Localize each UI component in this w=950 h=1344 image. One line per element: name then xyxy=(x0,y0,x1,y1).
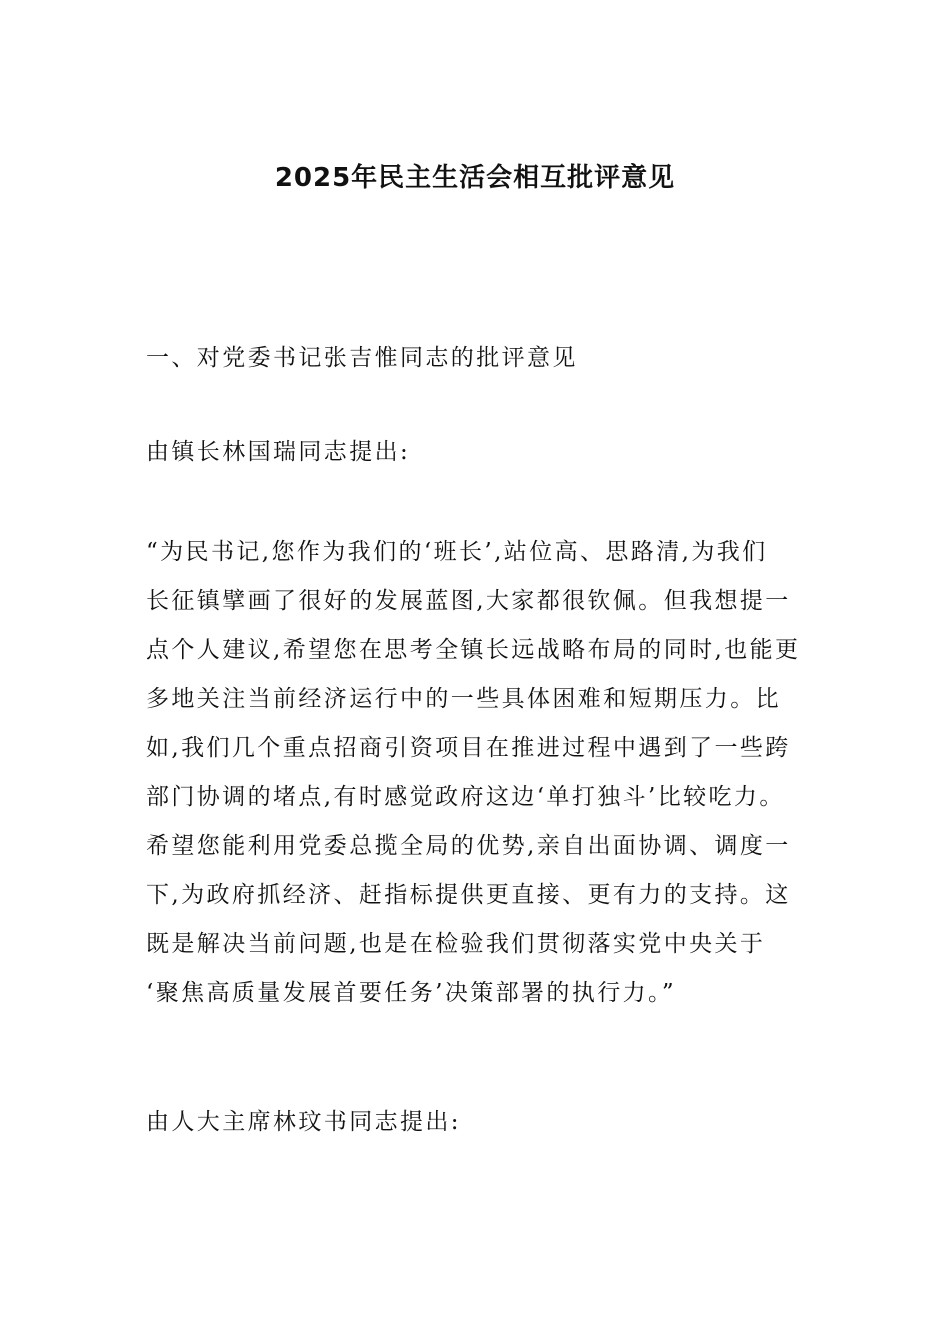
quote-line: 点个人建议,希望您在思考全镇长远战略布局的同时,也能更 xyxy=(146,637,801,663)
quote-line: “为民书记,您作为我们的‘班长’,站位高、思路清,为我们 xyxy=(146,539,768,565)
proposer-line: 由镇长林国瑞同志提出: xyxy=(146,439,411,465)
quote-line: 如,我们几个重点招商引资项目在推进过程中遇到了一些跨 xyxy=(146,735,791,761)
quote-line: 部门协调的堵点,有时感觉政府这边‘单打独斗’比较吃力。 xyxy=(146,784,785,810)
quote-line: 既是解决当前问题,也是在检验我们贯彻落实党中央关于 xyxy=(146,931,766,957)
quote-line: 长征镇擘画了很好的发展蓝图,大家都很钦佩。但我想提一 xyxy=(146,588,791,614)
section-heading: 一、对党委书记张吉惟同志的批评意见 xyxy=(146,345,578,371)
proposer-line: 由人大主席林玟书同志提出: xyxy=(146,1109,461,1135)
quote-line: 多地关注当前经济运行中的一些具体困难和短期压力。比 xyxy=(146,686,781,712)
quote-line: ‘聚焦高质量发展首要任务’决策部署的执行力。” xyxy=(146,980,677,1006)
quote-line: 下,为政府抓经济、赶指标提供更直接、更有力的支持。这 xyxy=(146,882,791,908)
quote-line: 希望您能利用党委总揽全局的优势,亲自出面协调、调度一 xyxy=(146,833,791,859)
document-title: 2025年民主生活会相互批评意见 xyxy=(274,163,676,193)
quote-paragraph xyxy=(146,528,836,1018)
